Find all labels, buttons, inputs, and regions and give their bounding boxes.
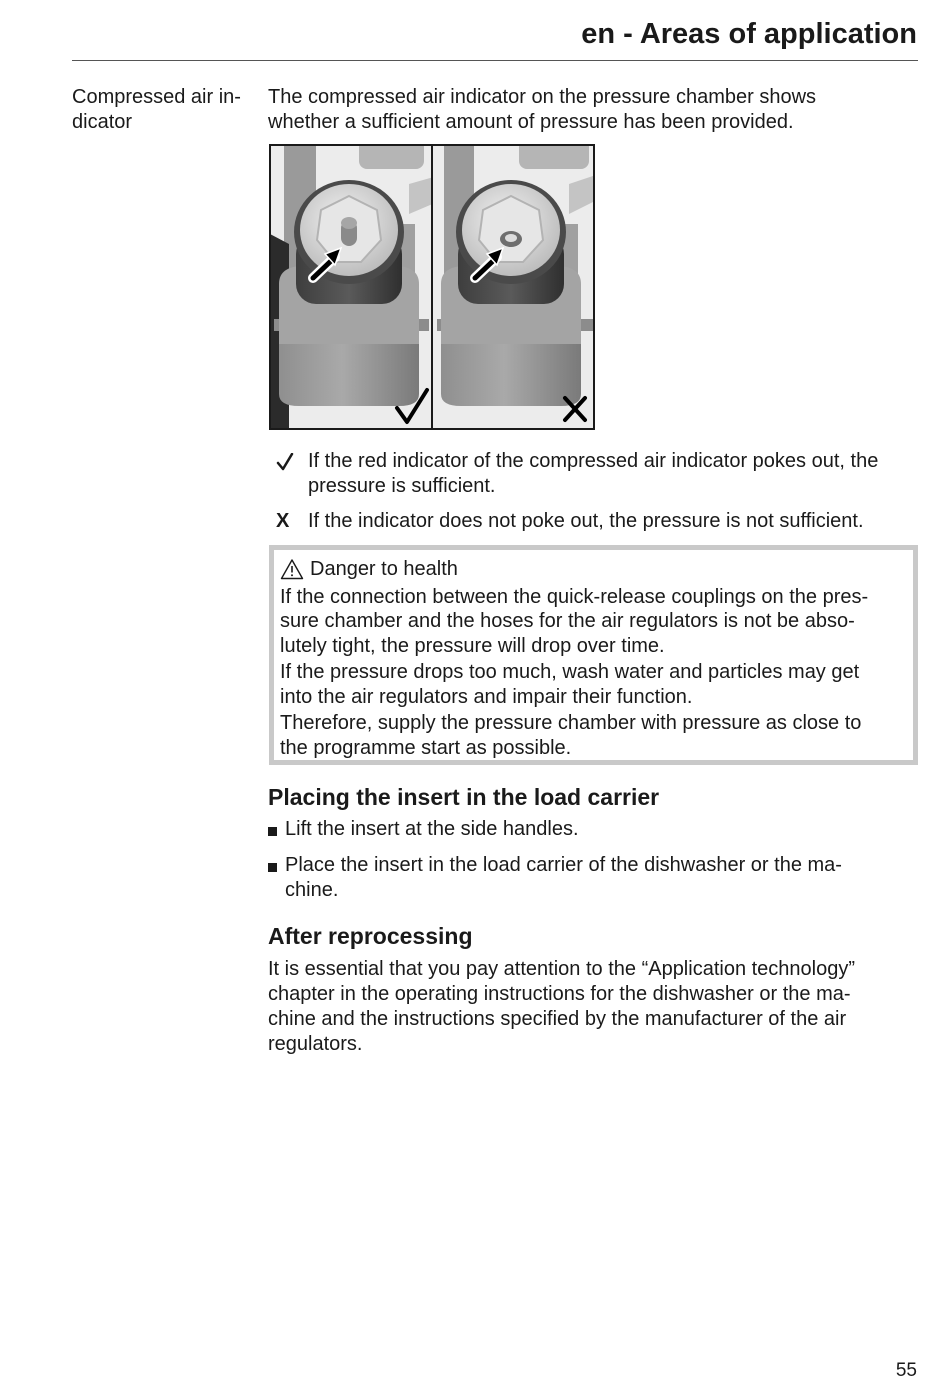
danger-paragraph <box>280 711 903 760</box>
placing-steps <box>268 817 918 913</box>
after-line: chapter in the operating instructions for the dishwasher or the ma- <box>268 983 851 1005</box>
danger-paragraph <box>280 585 903 659</box>
list-item-text: chine. <box>285 879 339 901</box>
side-label <box>72 85 257 135</box>
panel-sufficient <box>270 144 444 429</box>
bullet-icon <box>268 853 285 903</box>
danger-line: Therefore, supply the pressure chamber with pressure as close to <box>280 712 862 734</box>
list-item-text: If the red indicator of the compressed air indicator pokes out, the <box>308 450 879 472</box>
after-line: It is essential that you pay attention to the “Application technology” <box>268 958 856 980</box>
panel-insufficient <box>433 144 595 429</box>
bullet-icon <box>268 817 285 843</box>
list-item <box>268 853 918 903</box>
danger-line: lutely tight, the pressure will drop over time. <box>280 634 665 657</box>
danger-line: If the connection between the quick-release couplings on the pres- <box>280 585 869 608</box>
danger-paragraph <box>280 660 903 709</box>
list-item-text: Place the insert in the load carrier of the dishwasher or the ma- <box>285 854 842 876</box>
intro-line: The compressed air indicator on the pressure chamber shows <box>268 86 817 108</box>
indicator-illustration <box>269 144 595 430</box>
side-label-line: dicator <box>72 111 133 133</box>
after-line: regulators. <box>268 1033 363 1055</box>
warning-triangle-icon <box>280 558 304 580</box>
page-number: 55 <box>895 1360 917 1381</box>
after-line: chine and the instructions specified by the manufacturer of the air <box>268 1008 847 1030</box>
intro-line: whether a sufficient amount of pressure has been provided. <box>268 111 794 133</box>
page-header-title: en - Areas of application <box>581 18 917 50</box>
header-divider <box>72 60 918 61</box>
list-item-text: Lift the insert at the side handles. <box>285 818 579 840</box>
danger-line: the programme start as possible. <box>280 736 572 759</box>
list-item <box>268 449 918 499</box>
danger-line: If the pressure drops too much, wash water and particles may get <box>280 661 860 683</box>
cross-symbol: X <box>276 510 290 532</box>
danger-warning-box <box>269 545 918 765</box>
danger-line: sure chamber and the hoses for the air regulators is not be abso- <box>280 610 855 632</box>
result-list <box>268 449 918 544</box>
list-item <box>268 817 918 843</box>
intro-paragraph <box>268 85 918 135</box>
side-label-line: Compressed air in- <box>72 86 241 108</box>
after-paragraph <box>268 957 918 1057</box>
list-item-text: If the indicator does not poke out, the pressure is not sufficient. <box>308 510 864 532</box>
list-item-text: pressure is sufficient. <box>308 475 496 497</box>
check-icon <box>268 449 308 499</box>
danger-line: into the air regulators and impair their function. <box>280 685 693 708</box>
danger-title: Danger to health <box>310 558 458 580</box>
section-heading-placing: Placing the insert in the load carrier <box>268 784 660 810</box>
section-heading-after: After reprocessing <box>268 923 473 949</box>
list-item <box>268 509 918 534</box>
